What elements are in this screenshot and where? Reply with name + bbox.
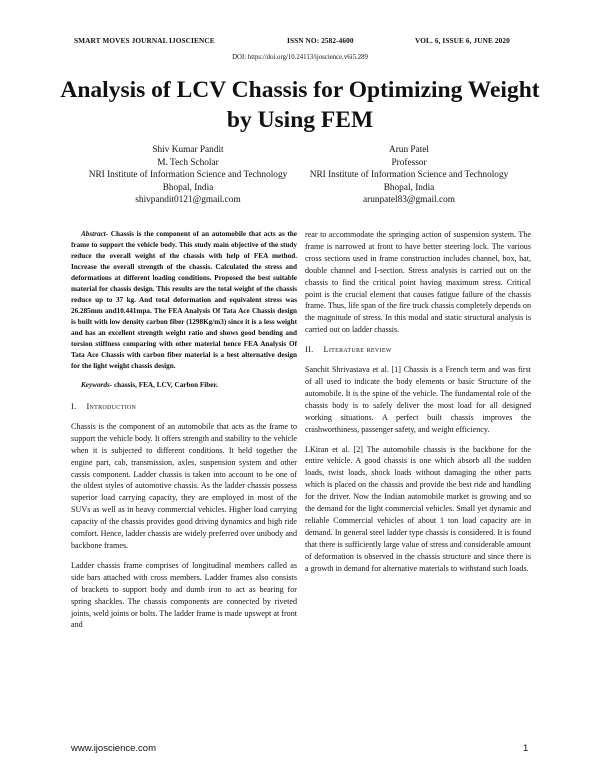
doi-line: DOI: https://doi.org/10.24113/ijoscience.v6i5.289 bbox=[232, 54, 368, 61]
abstract-label: Abstract- bbox=[81, 230, 109, 238]
paragraph: Sanchit Shrivastava et al. [1] Chassis is a French term and was first of all used to indicate the body elements or basic Structure of the automobile. It is the spine of the vehicle. The fundamental role of the chassis body is to safely deliver the most load for all designed working situations. A perfect built chassis improves the crashworthiness, passenger safety, and weight efficiency. bbox=[305, 365, 531, 434]
page-number: 1 bbox=[523, 743, 529, 754]
abstract-text: Chassis is the component of an automobile that acts as the frame to support the vehicle body. This study main objective of the study reduce the overall weight of the chassis with help of FEA method. Increase the overall strength of the chassis. Calculated the stress and deformations at different loading conditions. Proposed the best suitable material for chassis design. This results are the total weight of the chassis reduce up to 37 kg. And total deformation and equivalent stress was 26.285mm and10.441mpa. The FEA Analysis Of Tata Ace Chassis design is built with low density carbon fiber (1298Kg/m3) since it is a less weight and has an excellent strength weight ratio and shows good bending and torsion stiffness comparing with other material hence FEA Analysis Of Tata Ace Chassis with carbon fiber material is a best alternative design for the light weight chassis design. bbox=[71, 230, 297, 370]
keywords bbox=[71, 380, 297, 391]
paragraph: Ladder chassis frame comprises of longitudinal members called as side bars attached with cross members. Ladder frames also consists of brackets to support body and dumb iron to act as bearing for spring shackles. The chassis components are connected by riveted joints, weld joints or bolts. The ladder frame is made upswept at front and bbox=[71, 560, 297, 630]
paragraph: rear to accommodate the springing action of suspension system. The frame is narrowed at front to have better steering lock. The various cross sections used in frame construction includes channel, box, hat, double channel and I-section. Stress analysis is carried out on the chassis to find the critical point having maximum stress. Critical point is the crucial element that causes fatigue failure of the chassis frame. Thus, life span of the fire truck chassis completely depends on the magnitude of stress. In this modal and static structural analysis is carried out on ladder chassis. bbox=[305, 230, 531, 335]
author-location: Bhopal, India bbox=[383, 182, 435, 193]
author-affiliation: NRI Institute of Information Science and Technology bbox=[309, 170, 509, 180]
paragraph: Chassis is the component of an automobile that acts as the frame to support the vehicle body. It offers strength and stability to the vehicle when it is subjected to different conditions. It held together the engine part, cab, transmission, axles, suspension system and other cassis component. Ladder chassis is taken into account to be one of the oldest styles of automotive chassis. As the ladder chassis possess superior load carrying capacity, they are employed in most of the SUVs as well as in heavy commercial vehicles. Higher load carrying capacity of the chassis provides good driving dynamics and high ride comfort. Hence, ladder chassis are widely preferred over unibody and backbone frames. bbox=[71, 421, 297, 550]
author-role: M. Tech Scholar bbox=[157, 157, 219, 168]
author-location: Bhopal, India bbox=[162, 182, 214, 193]
volume-issue: VOL. 6, ISSUE 6, JUNE 2020 bbox=[415, 36, 510, 45]
abstract bbox=[71, 229, 297, 372]
right-column bbox=[305, 229, 531, 582]
author-affiliation: NRI Institute of Information Science and Technology bbox=[88, 170, 288, 180]
section-title: Literature review bbox=[323, 345, 392, 355]
keywords-text: chassis, FEA, LCV, Carbon Fiber. bbox=[112, 381, 218, 389]
section-title: Introduction bbox=[86, 402, 137, 411]
author-block-2 bbox=[274, 144, 544, 207]
author-email[interactable]: shivpandit0121@gmail.com bbox=[135, 195, 241, 205]
left-column bbox=[71, 229, 297, 639]
keywords-label: Keywords- bbox=[81, 381, 113, 389]
author-name: Shiv Kumar Pandit bbox=[152, 145, 224, 155]
paragraph: LKiran et al. [2] The automobile chassis is the backbone for the entire vehicle. A good chassis is one which absorb all the sudden loads, twist loads, shock loads without damaging the other parts which is placed on the chassis and provide the best ride and handling for the driver. Now the Indian automobile market is growing and so the demand for the light commercial vehicles. Small yet dynamic and reliable Commercial vehicles of about 1 ton load capacity are in demand. In general steel ladder type chassis is considered. It is found that there is sufficiently large value of stress and considerable amount of deformation is observed in the chassis structure and since there is a growth in demand for alternative materials to withstand such loads. bbox=[305, 444, 531, 573]
footer-website[interactable]: www.ijoscience.com bbox=[71, 743, 156, 754]
section-number: II. bbox=[305, 345, 314, 355]
section-heading-introduction bbox=[71, 401, 297, 413]
author-role: Professor bbox=[391, 157, 427, 168]
journal-name: SMART MOVES JOURNAL IJOSCIENCE bbox=[74, 36, 215, 45]
issn-number: ISSN NO: 2582-4600 bbox=[287, 36, 354, 45]
author-name: Arun Patel bbox=[388, 145, 430, 155]
section-heading-literature bbox=[305, 344, 531, 356]
paper-title: Analysis of LCV Chassis for Optimizing Weight by Using FEM bbox=[60, 77, 540, 133]
section-number: I. bbox=[71, 402, 77, 411]
author-email[interactable]: arunpatel83@gmail.com bbox=[363, 195, 455, 205]
